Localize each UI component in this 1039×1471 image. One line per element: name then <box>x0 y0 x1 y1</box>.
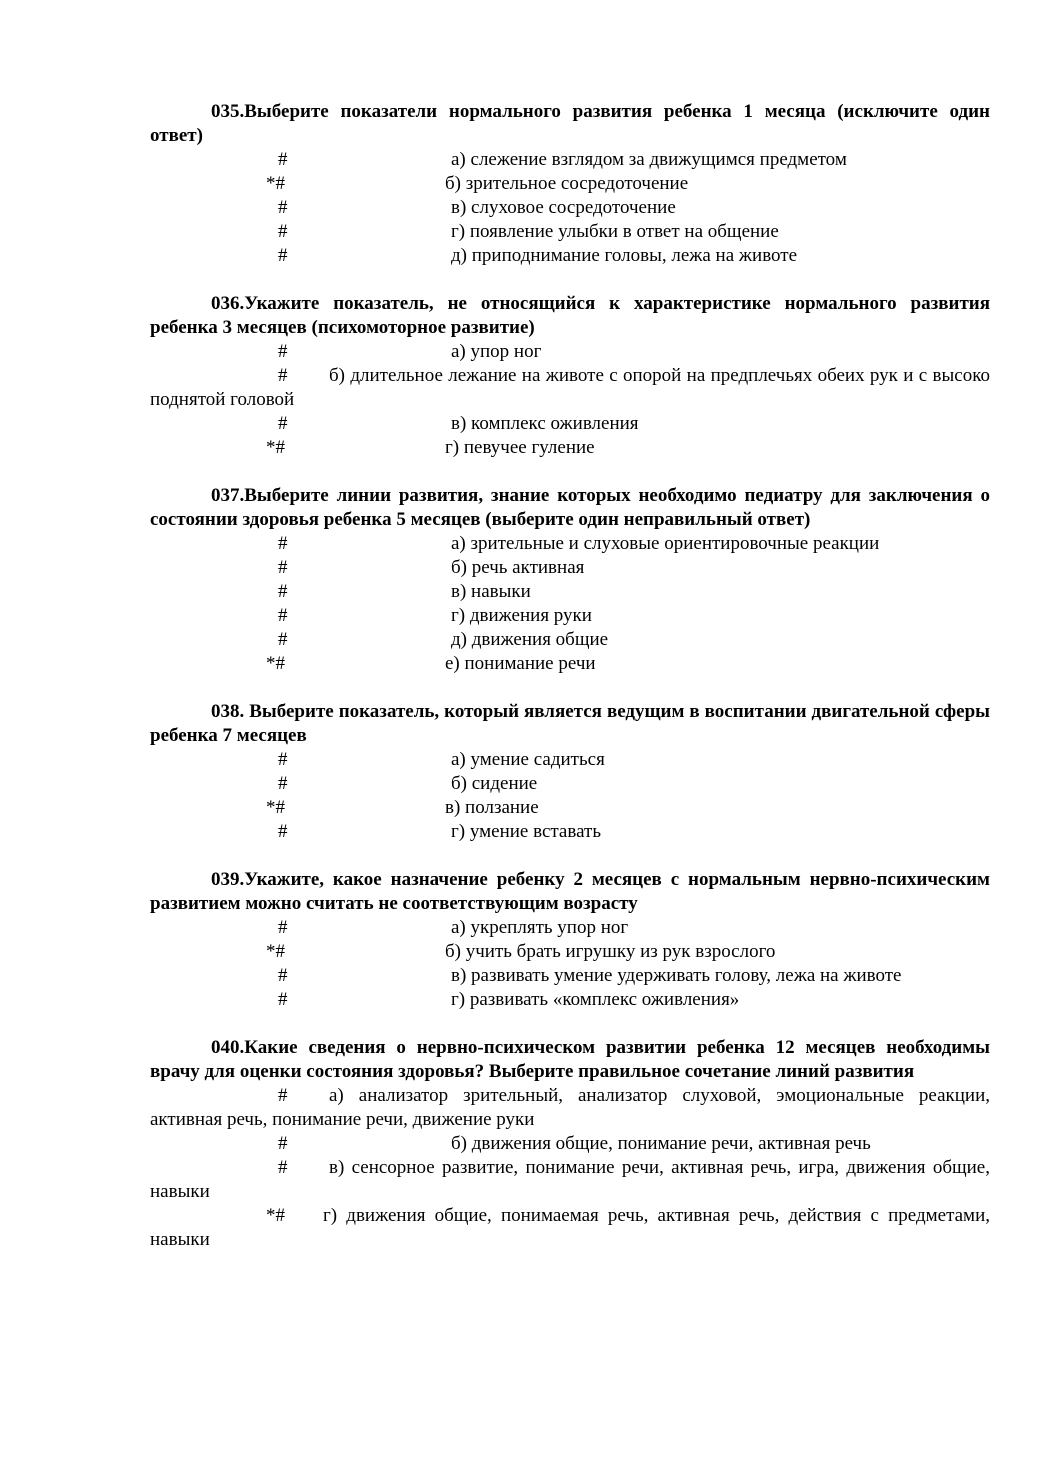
answer-text: а) слежение взглядом за движущимся предметом <box>451 149 847 170</box>
answer-marker: *# <box>266 653 285 674</box>
answer-text: д) приподнимание головы, лежа на животе <box>451 245 798 266</box>
answer-text: а) упор ног <box>451 341 542 362</box>
answer-option <box>150 220 990 244</box>
answer-text: б) учить брать игрушку из рук взрослого <box>445 941 776 962</box>
answer-option <box>150 916 990 940</box>
answer-option <box>150 196 990 220</box>
answer-option-correct <box>150 796 990 820</box>
answer-marker: # <box>278 197 288 218</box>
answer-option <box>150 964 990 988</box>
document-page <box>150 100 990 1276</box>
answer-option <box>150 748 990 772</box>
answer-marker: # <box>278 581 288 602</box>
answer-option <box>150 364 990 412</box>
answer-marker: # <box>278 605 288 626</box>
answer-text: г) движения общие, понимаемая речь, активная речь, действия с предметами, навыки <box>150 1205 990 1250</box>
answer-marker: # <box>278 1085 288 1106</box>
question-title: 040.Какие сведения о нервно-психическом развитии ребенка 12 месяцев необходимы врачу для оценки состояния здоровья? Выберите правильное сочетание линий развития <box>150 1037 990 1082</box>
answer-text: а) умение садиться <box>451 749 605 770</box>
answer-marker: *# <box>266 941 285 962</box>
answer-text: г) развивать «комплекс оживления» <box>451 989 740 1010</box>
answer-text: б) речь активная <box>451 557 585 578</box>
answer-marker: # <box>278 533 288 554</box>
answer-option <box>150 148 990 172</box>
question-title: 036.Укажите показатель, не относящийся к характеристике нормального развития ребенка 3 месяцев (психомоторное развитие) <box>150 293 990 338</box>
answer-text: е) понимание речи <box>445 653 596 674</box>
answer-text: в) слуховое сосредоточение <box>451 197 676 218</box>
answer-text: а) укреплять упор ног <box>451 917 629 938</box>
answer-marker: # <box>278 989 288 1010</box>
answer-marker: # <box>278 341 288 362</box>
answer-text: в) сенсорное развитие, понимание речи, активная речь, игра, движения общие, навыки <box>150 1157 990 1202</box>
answer-marker: # <box>278 1133 288 1154</box>
answer-option-correct <box>150 172 990 196</box>
question-035 <box>150 100 990 268</box>
answer-marker: # <box>278 965 288 986</box>
question-title: 039.Укажите, какое назначение ребенку 2 месяцев с нормальным нервно-психическим развитием можно считать не соответствующим возрасту <box>150 869 990 914</box>
answer-text: в) навыки <box>451 581 531 602</box>
answer-marker: # <box>278 917 288 938</box>
answer-text: а) зрительные и слуховые ориентировочные реакции <box>451 533 880 554</box>
answer-option <box>150 412 990 436</box>
answer-text: г) появление улыбки в ответ на общение <box>451 221 779 242</box>
answer-marker: # <box>278 221 288 242</box>
question-037 <box>150 484 990 676</box>
answer-marker: *# <box>266 797 285 818</box>
question-036 <box>150 292 990 460</box>
answer-marker: # <box>278 773 288 794</box>
answer-option <box>150 988 990 1012</box>
answer-marker: # <box>278 1157 288 1178</box>
answer-marker: *# <box>266 437 285 458</box>
answer-text: в) развивать умение удерживать голову, лежа на животе <box>451 965 902 986</box>
answer-text: г) певучее гуление <box>445 437 595 458</box>
answer-option-correct <box>150 436 990 460</box>
answer-marker: # <box>278 245 288 266</box>
question-039 <box>150 868 990 1012</box>
answer-marker: # <box>278 749 288 770</box>
answer-option <box>150 628 990 652</box>
answer-text: г) движения руки <box>451 605 592 626</box>
question-040 <box>150 1036 990 1252</box>
answer-text: б) движения общие, понимание речи, активная речь <box>451 1133 871 1154</box>
answer-option-correct <box>150 1204 990 1252</box>
answer-option-correct <box>150 652 990 676</box>
answer-option <box>150 580 990 604</box>
answer-option <box>150 820 990 844</box>
answer-option <box>150 1132 990 1156</box>
question-title: 035.Выберите показатели нормального развития ребенка 1 месяца (исключите один ответ) <box>150 101 990 146</box>
answer-option <box>150 532 990 556</box>
answer-text: б) длительное лежание на животе с опорой на предплечьях обеих рук и с высоко поднятой головой <box>150 365 990 410</box>
answer-marker: # <box>278 557 288 578</box>
answer-text: в) ползание <box>445 797 539 818</box>
answer-option <box>150 1156 990 1204</box>
answer-text: а) анализатор зрительный, анализатор слуховой, эмоциональные реакции, активная речь, понимание речи, движение руки <box>150 1085 990 1130</box>
answer-option <box>150 340 990 364</box>
answer-option <box>150 556 990 580</box>
answer-option <box>150 1084 990 1132</box>
answer-marker: *# <box>266 173 285 194</box>
answer-text: г) умение вставать <box>451 821 601 842</box>
answer-marker: # <box>278 629 288 650</box>
answer-text: б) зрительное сосредоточение <box>445 173 689 194</box>
answer-marker: *# <box>266 1205 285 1226</box>
answer-text: в) комплекс оживления <box>451 413 639 434</box>
question-title: 037.Выберите линии развития, знание которых необходимо педиатру для заключения о состоянии здоровья ребенка 5 месяцев (выберите один неправильный ответ) <box>150 485 990 530</box>
answer-option <box>150 604 990 628</box>
question-038 <box>150 700 990 844</box>
answer-text: б) сидение <box>451 773 538 794</box>
question-title: 038. Выберите показатель, который является ведущим в воспитании двигательной сферы ребенка 7 месяцев <box>150 701 990 746</box>
answer-marker: # <box>278 413 288 434</box>
answer-option <box>150 244 990 268</box>
answer-text: д) движения общие <box>451 629 609 650</box>
answer-marker: # <box>278 149 288 170</box>
answer-option <box>150 772 990 796</box>
answer-option-correct <box>150 940 990 964</box>
answer-marker: # <box>278 365 288 386</box>
answer-marker: # <box>278 821 288 842</box>
